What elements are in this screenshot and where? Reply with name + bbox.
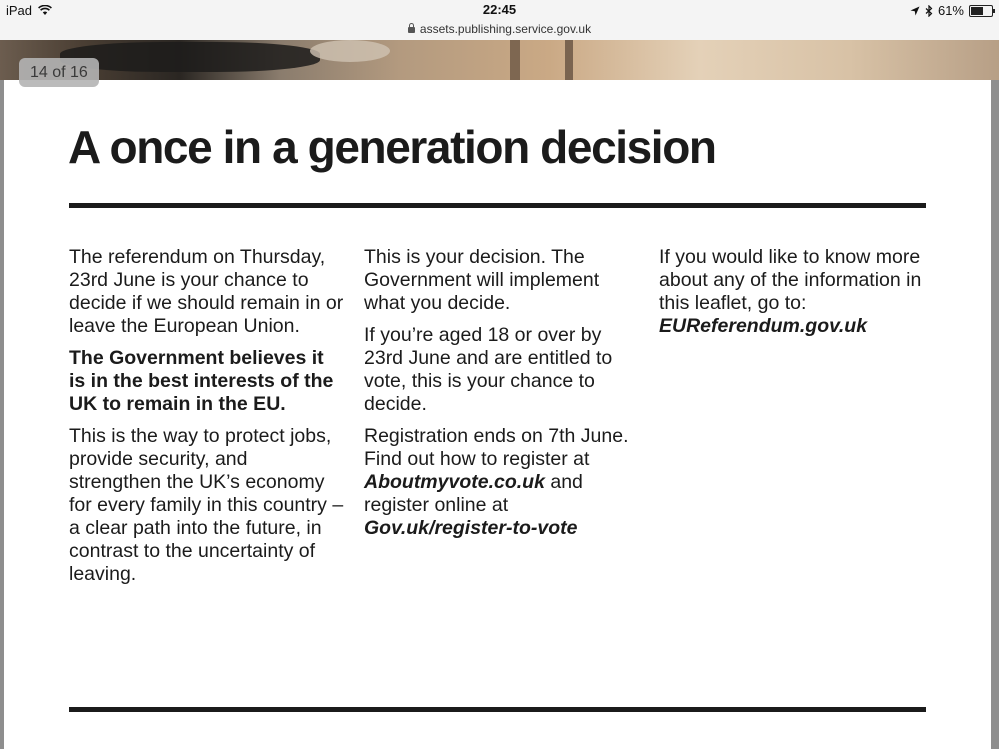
bluetooth-icon bbox=[925, 5, 933, 17]
battery-icon bbox=[969, 5, 993, 17]
paragraph-bold: The Government believes it is in the best interests of the UK to remain in the EU. bbox=[69, 347, 334, 415]
battery-fill bbox=[971, 7, 983, 15]
paragraph: The referendum on Thursday, 23rd June is your chance to decide if we should remain in or leave the European Union. bbox=[69, 246, 344, 337]
eureferendum-link[interactable]: EUReferendum.gov.uk bbox=[659, 315, 868, 337]
location-arrow-icon bbox=[910, 6, 920, 16]
paragraph: This is the way to protect jobs, provide security, and strengthen the UK’s economy for every family in this country – a clear path into the future, in contrast to the uncertainty of leaving. bbox=[69, 425, 344, 585]
paragraph: If you’re aged 18 or over by 23rd June and are entitled to vote, this is your chance to decide. bbox=[364, 324, 613, 415]
document-page[interactable] bbox=[4, 80, 991, 749]
divider-top bbox=[69, 203, 926, 208]
paragraph: This is your decision. The Government will implement what you decide. bbox=[364, 246, 600, 314]
page-title: A once in a generation decision bbox=[68, 121, 716, 173]
paragraph: If you would like to know more about any of the information in this leaflet, go to: EUReferendum.gov.uk bbox=[659, 246, 922, 337]
divider-bottom bbox=[69, 707, 926, 712]
url-bar[interactable] bbox=[0, 22, 999, 40]
previous-page-photo bbox=[0, 40, 999, 80]
register-to-vote-link[interactable]: Gov.uk/register-to-vote bbox=[364, 517, 578, 539]
text-column-2 bbox=[364, 246, 639, 549]
url-text: assets.publishing.service.gov.uk bbox=[419, 22, 592, 36]
text-column-3 bbox=[659, 246, 929, 347]
status-bar bbox=[0, 0, 999, 22]
page-indicator: 14 of 16 bbox=[19, 58, 99, 87]
device-name: iPad bbox=[6, 3, 33, 18]
paragraph: Registration ends on 7th June. Find out how to register at Aboutmyvote.co.uk and register online at Gov.uk/register-to-vote bbox=[364, 425, 629, 539]
status-right bbox=[910, 3, 993, 18]
clock: 22:45 bbox=[482, 2, 517, 17]
text-column-1 bbox=[69, 246, 344, 595]
battery-percent: 61% bbox=[937, 3, 964, 18]
lock-icon bbox=[408, 27, 415, 33]
aboutmyvote-link[interactable]: Aboutmyvote.co.uk bbox=[364, 471, 545, 493]
